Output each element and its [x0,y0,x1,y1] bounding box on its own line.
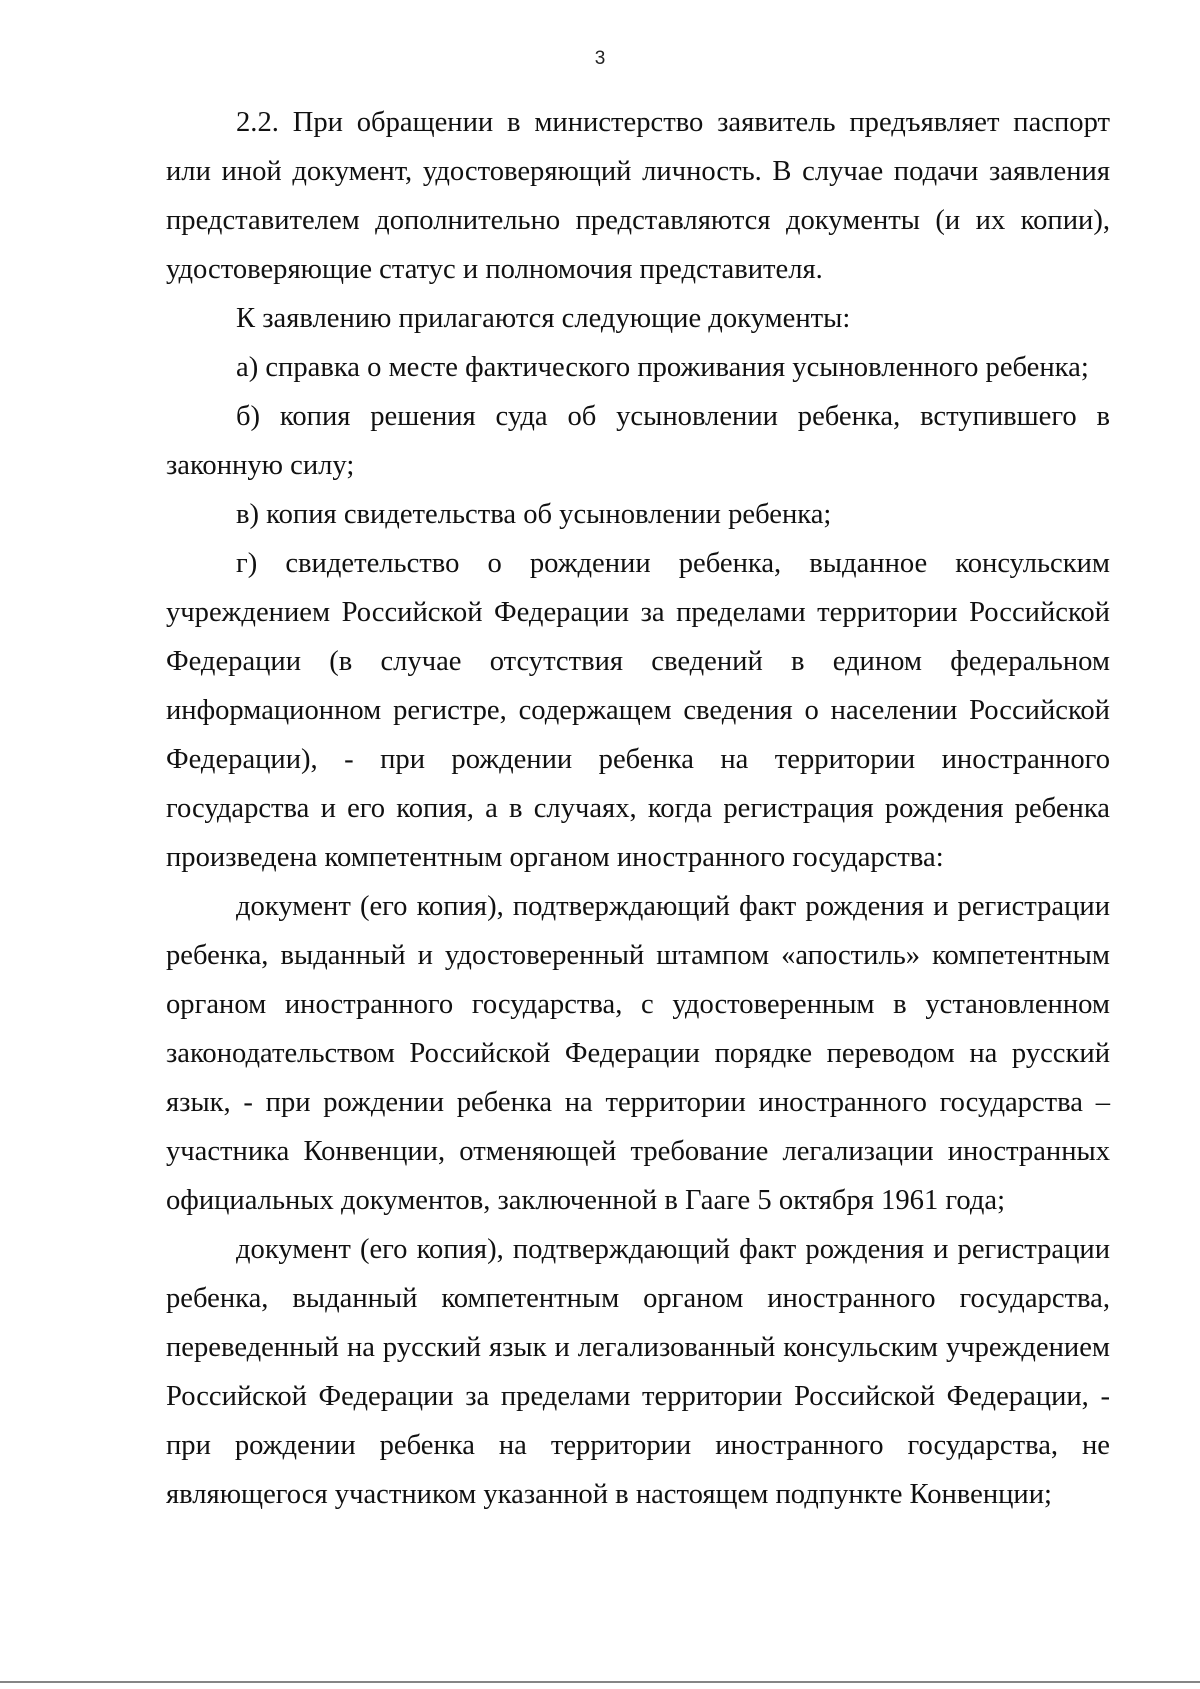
scan-bottom-edge-line [0,1681,1200,1683]
paragraph-apostille-document: документ (его копия), подтверждающий факт рождения и регистрации ребенка, выданный и удостоверенный штампом «апостиль» компетентным органом иностранного государства, с удостоверенным в установленном законодательством Российской Федерации порядке переводом на русский язык, - при рождении ребенка на территории иностранного государства – участника Конвенции, отменяющей требование легализации иностранных официальных документов, заключенной в Гааге 5 октября 1961 года; [166,891,1110,1216]
paragraph-2-2-identity-documents: 2.2. При обращении в министерство заявитель предъявляет паспорт или иной документ, удостоверяющий личность. В случае подачи заявления представителем дополнительно представляются документы (и их копии), удостоверяющие статус и полномочия представителя. [166,107,1110,285]
list-item-a-residence-certificate: а) справка о месте фактического проживания усыновленного ребенка; [236,352,1089,383]
list-item-g-birth-certificate: г) свидетельство о рождении ребенка, выданное консульским учреждением Российской Федерации за пределами территории Российской Федерации (в случае отсутствия сведений в едином федеральном информационном регистре, содержащем сведения о населении Российской Федерации), - при рождении ребенка на территории иностранного государства и его копия, а в случаях, когда регистрация рождения ребенка произведена компетентным органом иностранного государства: [166,548,1110,873]
list-item-v-adoption-certificate-copy: в) копия свидетельства об усыновлении ребенка; [236,499,832,530]
paragraph-attached-documents-intro: К заявлению прилагаются следующие документы: [236,303,851,334]
paragraph-legalized-document: документ (его копия), подтверждающий факт рождения и регистрации ребенка, выданный компетентным органом иностранного государства, переведенный на русский язык и легализованный консульским учреждением Российской Федерации за пределами территории Российской Федерации, - при рождении ребенка на территории иностранного государства, не являющегося участником указанной в настоящем подпункте Конвенции; [166,1234,1110,1510]
list-item-b-court-decision-copy: б) копия решения суда об усыновлении ребенка, вступившего в законную силу; [166,401,1110,481]
document-body [166,98,1110,1519]
page-number: 3 [594,48,606,69]
